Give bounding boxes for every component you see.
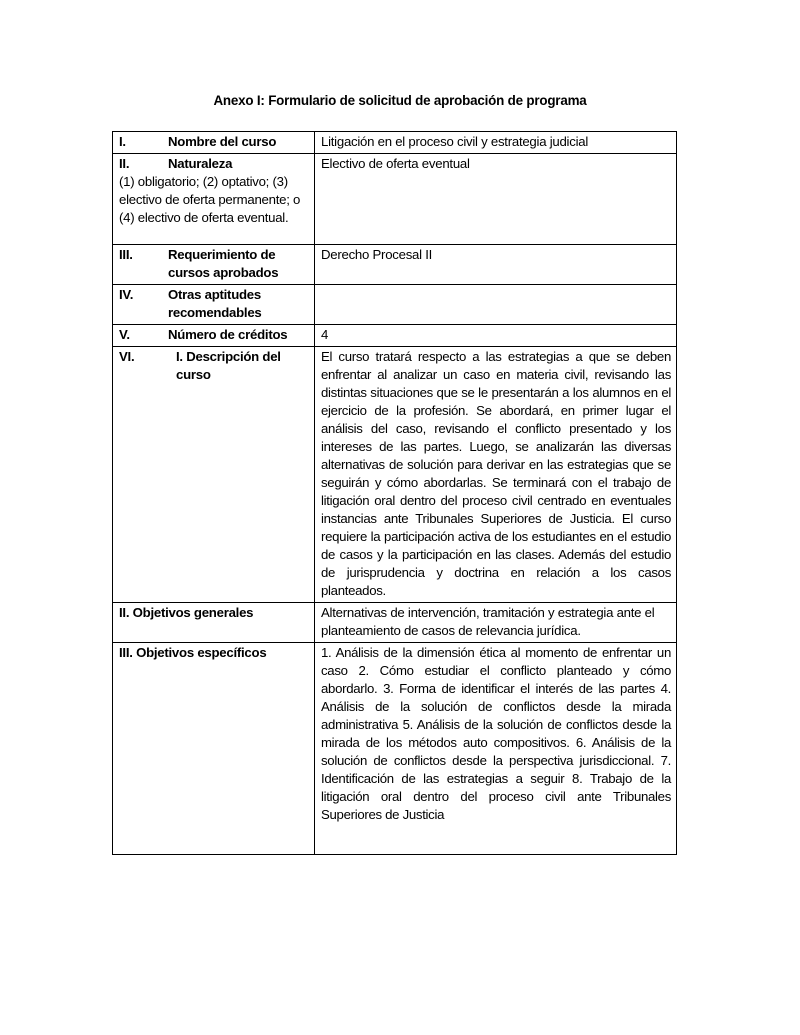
row-general-objectives xyxy=(113,603,677,643)
description-value: El curso tratará respecto a las estrategias a que se deben enfrentar al analizar un caso en materia civil, revisando las distintas situaciones que se le presentarán a los alumnos en el ejercicio de la profesión. Se abordará, en primer lugar el análisis del caso, revisando el conflicto presentado y los intereses de las partes. Luego, se analizarán las diversas alternativas de solución para derivar en las estrategias que se seguirán y cómo abordarlas. Se terminará con el trabajo de litigación oral dentro del proceso civil centrado en eventuales instancias ante Tribunales Superiores de Justicia. El curso requiere la participación activa de los estudiantes en el estudio de casos y la participación en las clases. Además del estudio de jurisprudencia y doctrina en relación a los casos planteados. xyxy=(315,347,677,603)
row-specific-objectives xyxy=(113,643,677,855)
aptitudes-label-cell xyxy=(113,285,315,325)
row-aptitudes xyxy=(113,285,677,325)
general-objectives-label: II. Objetivos generales xyxy=(119,605,254,620)
prerequisites-label: Requerimiento de cursos aprobados xyxy=(168,247,279,280)
credits-label-cell xyxy=(113,325,315,347)
credits-number: V. xyxy=(119,327,130,342)
course-name-value: Litigación en el proceso civil y estrategia judicial xyxy=(315,132,677,154)
program-form-table xyxy=(112,131,677,855)
nature-label-cell xyxy=(113,154,315,245)
course-name-number: I. xyxy=(119,134,126,149)
description-number: VI. xyxy=(119,349,135,364)
prerequisites-value: Derecho Procesal II xyxy=(315,245,677,285)
prerequisites-label-cell xyxy=(113,245,315,285)
row-prerequisites xyxy=(113,245,677,285)
aptitudes-value xyxy=(315,285,677,325)
course-name-label-cell xyxy=(113,132,315,154)
course-name-label: Nombre del curso xyxy=(168,134,277,149)
aptitudes-label: Otras aptitudes recomendables xyxy=(168,287,262,320)
nature-label: Naturaleza xyxy=(168,156,233,171)
general-objectives-value: Alternativas de intervención, tramitación y estrategia ante el planteamiento de casos de relevancia jurídica. xyxy=(315,603,677,643)
row-nature xyxy=(113,154,677,245)
nature-number: II. xyxy=(119,156,130,171)
aptitudes-number: IV. xyxy=(119,287,134,302)
specific-objectives-value: 1. Análisis de la dimensión ética al momento de enfrentar un caso 2. Cómo estudiar el conflicto planteado y cómo abordarlo. 3. Forma de identificar el interés de las partes 4. Análisis de la solución de conflictos desde la mirada administrativa 5. Análisis de la solución de conflictos desde la mirada de los métodos auto compositivos. 6. Análisis de la solución de conflictos desde la perspectiva jurisdiccional. 7. Identificación de las estrategias a seguir 8. Trabajo de la litigación oral dentro del proceso civil ante Tribunales Superiores de Justicia xyxy=(315,643,677,855)
specific-objectives-label: III. Objetivos específicos xyxy=(119,645,267,660)
row-credits xyxy=(113,325,677,347)
document-title: Anexo I: Formulario de solicitud de aprobación de programa xyxy=(213,93,587,108)
description-label: I. Descripción del curso xyxy=(176,349,281,382)
general-objectives-label-cell xyxy=(113,603,315,643)
credits-label: Número de créditos xyxy=(168,327,288,342)
credits-value: 4 xyxy=(315,325,677,347)
row-description xyxy=(113,347,677,603)
nature-value: Electivo de oferta eventual xyxy=(315,154,677,245)
nature-note: (1) obligatorio; (2) optativo; (3) electivo de oferta permanente; o (4) electivo de oferta eventual. xyxy=(119,174,301,225)
prerequisites-number: III. xyxy=(119,247,133,262)
specific-objectives-label-cell xyxy=(113,643,315,855)
row-course-name xyxy=(113,132,677,154)
description-label-cell xyxy=(113,347,315,603)
